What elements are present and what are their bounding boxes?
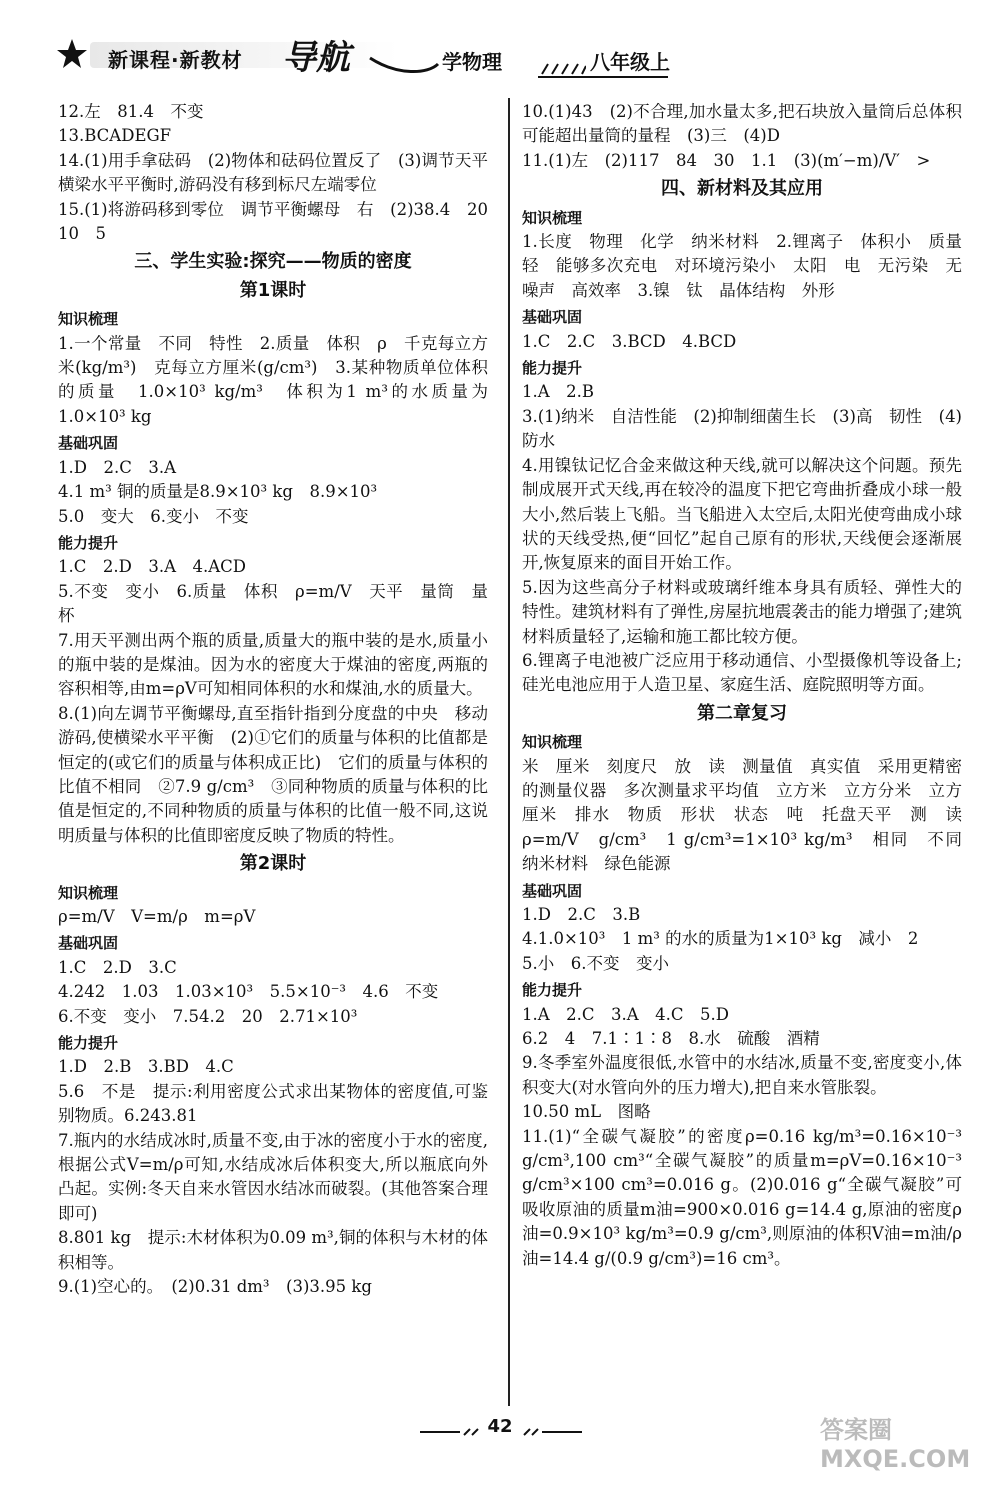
answer-paragraph: 5.6 不是 提示:利用密度公式求出某物体的密度值,可鉴别物质。6.243.81 [58,1081,488,1126]
answer-paragraph: 8.801 kg 提示:木材体积为0.09 m³,铜的体积与木材的体积相等。 [58,1228,488,1272]
answer-paragraph: 7.瓶内的水结成冰时,质量不变,由于冰的密度小于水的密度,根据公式V=m/ρ可知,水结成冰后体积变大,所以瓶底向外凸起。实例:冬天自来水管因水结冰而破裂。(其他答案合理即可) [58,1130,488,1223]
series-logo: 导航 [282,38,350,78]
subsection-heading: 基础巩固 [58,434,119,453]
subsection-heading: 知识梳理 [58,883,119,902]
right-column [522,100,979,1271]
subsection-heading: 基础巩固 [522,308,583,327]
subsection-heading: 基础巩固 [58,934,119,953]
tick-decoration [540,62,586,76]
subject-label: 学物理 [442,50,502,74]
answer-paragraph: 1.D 2.C 3.B [522,905,641,924]
answer-paragraph: 4.用镍钛记忆合金来做这种天线,就可以解决这个问题。预先制成展开式天线,再在较冷的温度下把它弯曲折叠成小球一般大小,然后装上飞船。当飞船进入太空后,太阳光使弯曲成小球状的天线受热,便“回忆”起自己原有的形状,天线便会逐渐展开,恢复原来的面目开始工作。 [522,455,962,573]
answer-paragraph: 4.1.0×10³ 1 m³ 的水的质量为1×10³ kg 减小 2 [522,929,919,949]
section-heading: 第二章复习 [697,702,787,724]
answer-paragraph: 4.1 m³ 铜的质量是8.9×10³ kg 8.9×10³ [58,482,378,502]
answer-paragraph: 6.2 4 7.1∶1∶8 8.水 硫酸 酒精 [522,1029,820,1049]
answer-paragraph: 11.(1)左 (2)117 84 30 1.1 (3)(m′−m)/V′ > [522,150,931,170]
page-number: 42 [487,1416,513,1437]
answer-paragraph: 5.0 变大 6.变小 不变 [58,506,249,526]
answer-paragraph: 6.不变 变小 7.54.2 20 2.71×10³ [58,1006,358,1026]
answer-paragraph: 5.小 6.不变 变小 [522,953,669,973]
page-number-decoration-right [522,1428,582,1436]
answer-paragraph: 13.BCADEGF [58,126,172,146]
section-heading: 三、学生实验:探究——物质的密度 [134,251,412,273]
answer-paragraph: 6.锂离子电池被广泛应用于移动通信、小型摄像机等设备上;硅光电池应用于人造卫星、家庭生活、庭院照明等方面。 [522,650,962,695]
section-heading: 第2课时 [239,853,307,875]
answer-paragraph: 10.(1)43 (2)不合理,加水量太多,把石块放入量筒后总体积可能超出量筒的量程 (3)三 (4)D [522,102,962,146]
answer-paragraph: 9.冬季室外温度很低,水管中的水结冰,质量不变,密度变小,体积变大(对水管向外的压力增大),把自来水管胀裂。 [522,1053,962,1097]
answer-paragraph: 5.因为这些高分子材料或玻璃纤维本身具有质轻、弹性大的特性。建筑材料有了弹性,房屋抗地震袭击的能力增强了;建筑材料质量轻了,运输和施工都比较方便。 [522,577,962,646]
answer-paragraph: 8.(1)向左调节平衡螺母,直至指针指到分度盘的中央 移动游码,使横梁水平平衡 (2)①它们的质量与体积的比值都是恒定的(或它们的质量与体积成正比) 它们的质量与体积的比值不相同 ②7.9 g/cm³ ③同种物质的质量与体积的比值是恒定的,不同种物质的质量与体积的比值一般不同,这说明质量与体积的比值即密度反映了物质的特性。 [58,703,488,845]
answer-paragraph: 1.一个常量 不同 特性 2.质量 体积 ρ 千克每立方米(kg/m³) 克每立方厘米(g/cm³) 3.某种物质单位体积的质量 1.0×10³ kg/m³ 体积为1 m³的水质量为1.0×10³ kg [58,333,488,426]
subsection-heading: 知识梳理 [522,208,583,227]
answer-paragraph: 1.C 2.D 3.C [58,957,177,977]
answer-paragraph: 10.50 mL 图略 [522,1102,651,1122]
answer-paragraph: 1.D 2.B 3.BD 4.C [58,1057,234,1077]
answer-paragraph: 1.C 2.C 3.BCD 4.BCD [522,331,737,351]
page-header [50,30,980,88]
answer-paragraph: 5.不变 变小 6.质量 体积 ρ=m/V 天平 量筒 量杯 [58,581,488,626]
answer-paragraph: 4.242 1.03 1.03×10³ 5.5×10⁻³ 4.6 不变 [58,982,439,1002]
answer-paragraph: 15.(1)将游码移到零位 调节平衡螺母 右 (2)38.4 20 10 5 [58,199,505,244]
subsection-heading: 知识梳理 [58,310,119,329]
answer-paragraph: 11.(1)“全碳气凝胶”的密度ρ=0.16 kg/m³=0.16×10⁻³ g/cm³,100 cm³“全碳气凝胶”的质量m=ρV=0.16×10⁻³ g/cm³×100 cm³=0.016 g。(2)0.016 g“全碳气凝胶”可吸收原油的质量m油=900×0.016 g=14.4 g,原油的密度ρ油=0.9×10³ kg/m³=0.9 g/cm³,则原油的体积V油=m油/ρ油=14.4 g/(0.9 g/cm³)=16 cm³。 [522,1126,962,1268]
grade-label: 八年级上 [590,50,670,74]
answer-paragraph: 1.C 2.D 3.A 4.ACD [58,557,247,577]
star-icon [56,38,88,70]
answer-paragraph: 9.(1)空心的。 (2)0.31 dm³ (3)3.95 kg [58,1277,372,1297]
left-column [58,100,505,1300]
answer-paragraph: 3.(1)纳米 自洁性能 (2)抑制细菌生长 (3)高 韧性 (4)防水 [522,406,962,451]
section-heading: 四、新材料及其应用 [661,178,823,200]
answer-paragraph: ρ=m/V V=m/ρ m=ρV [58,907,256,926]
answer-paragraph: 1.D 2.C 3.A [58,457,176,477]
answer-paragraph: 7.用天平测出两个瓶的质量,质量大的瓶中装的是水,质量小的瓶中装的是煤油。因为水的密度大于煤油的密度,两瓶的容积相等,由m=ρV可知相同体积的水和煤油,水的质量大。 [58,630,488,699]
subsection-heading: 知识梳理 [522,733,583,752]
answer-paragraph: 14.(1)用手拿砝码 (2)物体和砝码位置反了 (3)调节天平横梁水平平衡时,游码没有移到标尺左端零位 [58,150,488,195]
header-underline [538,76,668,78]
answer-paragraph: 米 厘米 刻度尺 放 读 测量值 真实值 采用更精密的测量仪器 多次测量求平均值 立方米 立方分米 立方厘米 排水 物质 形状 状态 吨 托盘天平 测 读 ρ=m/V g/cm³ 1 g/cm³=1×10³ kg/m³ 相同 不同 纳米材料 绿色能源 [522,756,979,874]
answer-paragraph: 1.长度 物理 化学 纳米材料 2.锂离子 体积小 质量轻 能够多次充电 对环境污染小 太阳 电 无污染 无噪声 高效率 3.镍 钛 晶体结构 外形 [522,232,962,300]
subsection-heading: 能力提升 [58,1034,119,1053]
subsection-heading: 能力提升 [522,981,583,1000]
subsection-heading: 能力提升 [58,533,119,552]
subsection-heading: 基础巩固 [522,881,583,900]
series-title: 新课程·新教材 [108,48,243,72]
answer-paragraph: 1.A 2.B [522,382,595,402]
watermark: 答案圈 MXQE.COM [820,1416,971,1473]
answer-paragraph: 12.左 81.4 不变 [58,102,204,121]
answer-paragraph: 1.A 2.C 3.A 4.C 5.D [522,1004,730,1024]
subsection-heading: 能力提升 [522,359,583,378]
column-divider [508,98,510,1406]
section-heading: 第1课时 [239,279,307,301]
